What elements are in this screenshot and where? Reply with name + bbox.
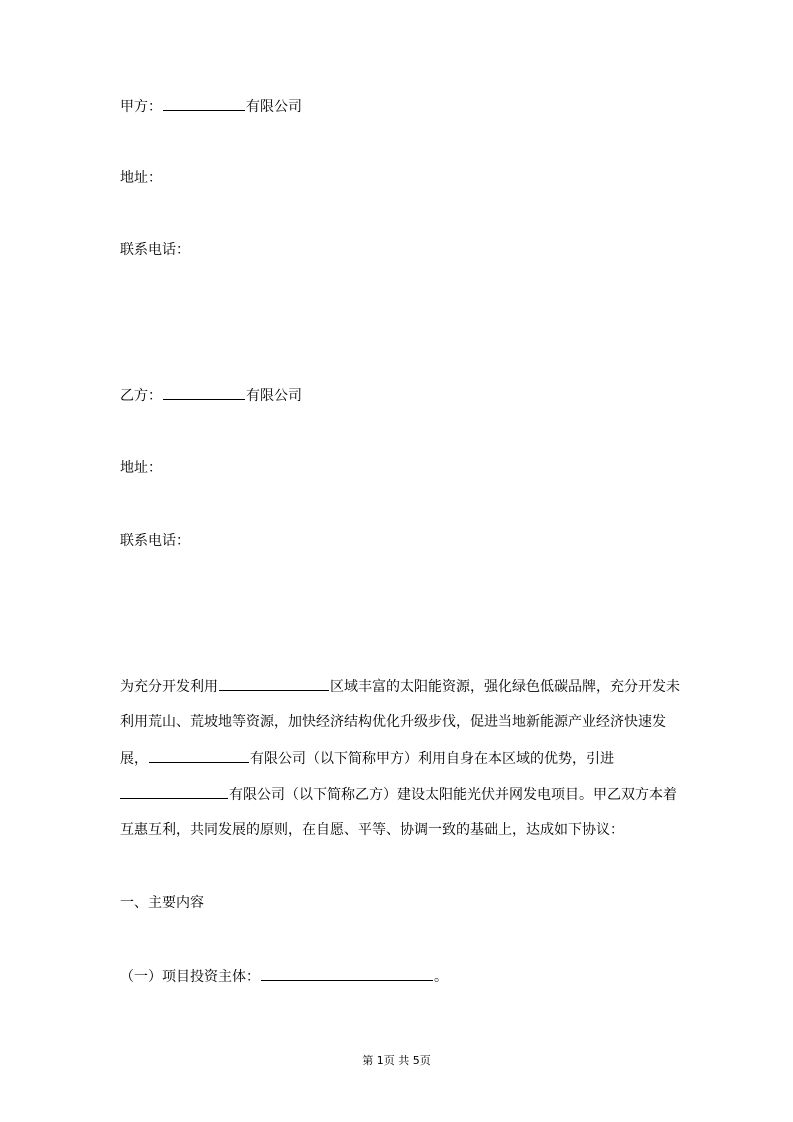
- page-footer: [0, 1053, 793, 1069]
- intro-line-4-end: 有限公司（以下简称乙方）建设太阳能光伏并网发电项目。甲乙双方本着: [229, 787, 677, 803]
- intro-line-5: [120, 820, 624, 840]
- intro-line-3: [120, 748, 614, 769]
- party-b-address: [120, 458, 162, 478]
- party-a-label: 甲方：: [120, 99, 162, 115]
- intro-line-1: [120, 676, 680, 697]
- party-b-company-blank[interactable]: [120, 784, 228, 799]
- page-number: 第 1页 共 5页: [362, 1054, 431, 1067]
- party-a-phone: [120, 240, 190, 260]
- party-b-label: 乙方：: [120, 388, 162, 404]
- party-b-name-blank[interactable]: [163, 385, 245, 400]
- section-1-heading: [120, 893, 204, 913]
- party-a-line: [120, 96, 302, 117]
- party-a-suffix: 有限公司: [246, 99, 302, 115]
- party-a-company-blank[interactable]: [149, 748, 249, 763]
- section-1-heading-text: 一、主要内容: [120, 895, 204, 911]
- intro-line-2-text: 利用荒山、荒坡地等资源，加快经济结构优化升级步伐，促进当地新能源产业经济快速发: [120, 714, 666, 730]
- party-a-address-label: 地址：: [120, 170, 162, 186]
- party-a-name-blank[interactable]: [163, 96, 245, 111]
- section-1-item-1: [120, 966, 448, 987]
- intro-line-2: [120, 712, 666, 732]
- party-b-line: [120, 385, 302, 406]
- intro-line-3-start: 展，: [120, 751, 148, 767]
- intro-line-3-end: 有限公司（以下简称甲方）利用自身在本区域的优势，引进: [250, 751, 614, 767]
- investor-label: （一）项目投资主体：: [120, 969, 260, 985]
- investor-blank[interactable]: [261, 966, 433, 981]
- intro-line-4: [120, 784, 677, 805]
- party-b-phone: [120, 531, 190, 551]
- party-a-phone-label: 联系电话：: [120, 242, 190, 258]
- party-a-address: [120, 168, 162, 188]
- region-blank[interactable]: [219, 676, 329, 691]
- intro-line-5-text: 互惠互利，共同发展的原则，在自愿、平等、协调一致的基础上，达成如下协议：: [120, 822, 624, 838]
- intro-line-1-start: 为充分开发利用: [120, 679, 218, 695]
- party-b-address-label: 地址：: [120, 460, 162, 476]
- party-b-phone-label: 联系电话：: [120, 533, 190, 549]
- investor-end: 。: [434, 969, 448, 985]
- intro-line-1-end: 区域丰富的太阳能资源，强化绿色低碳品牌，充分开发未: [330, 679, 680, 695]
- party-b-suffix: 有限公司: [246, 388, 302, 404]
